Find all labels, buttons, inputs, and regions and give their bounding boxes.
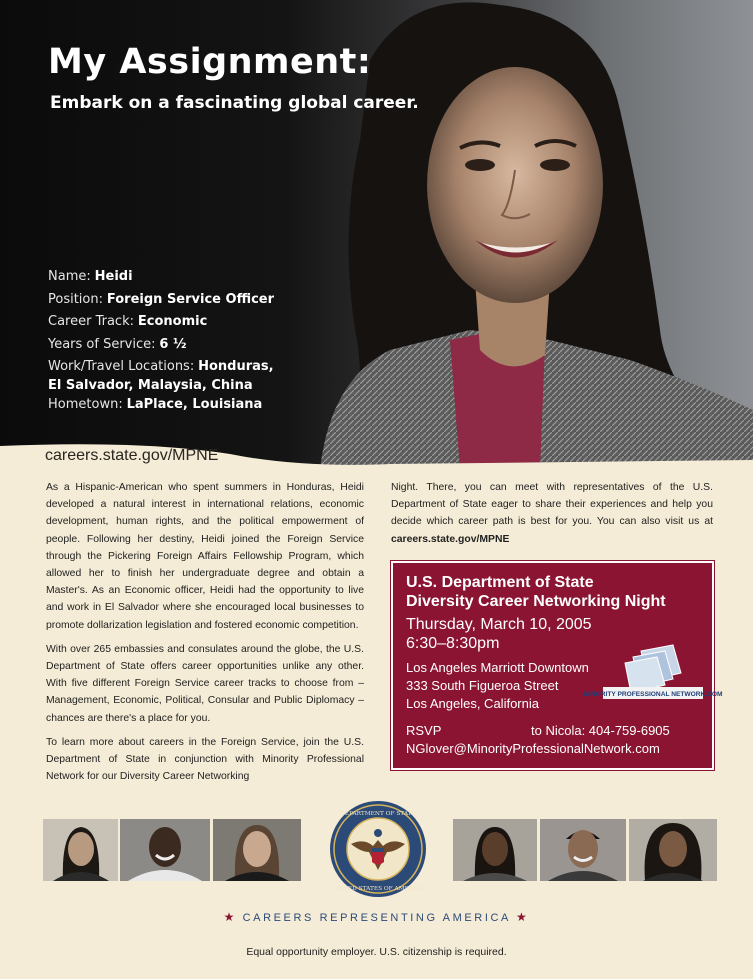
staff-photo <box>120 819 210 881</box>
svg-text:UNITED STATES OF AMERICA: UNITED STATES OF AMERICA <box>331 886 425 892</box>
body-paragraph: As a Hispanic-American who spent summers in Honduras, Heidi developed a natural interest in international relations, economic development, human rights, and the political empowerment of people. Following her destiny, Heidi joined the Foreign Service through the Pickering Foreign Affairs Fellowship Program, which allowed her to finish her undergraduate degree and obtain a Master's. As an Economic officer, Heidi had the opportunity to live and work in El Salvador where she encouraged local businesses to promote dollarization legislation and fostered economic competition. <box>46 482 364 631</box>
event-venue: Los Angeles Marriott Downtown <box>406 660 589 675</box>
staff-photo <box>213 819 301 881</box>
profile-career-track: Career Track: Economic <box>48 314 208 329</box>
photo-row-right <box>453 819 717 881</box>
staff-photo <box>43 819 118 881</box>
staff-photo <box>540 819 626 881</box>
profile-years: Years of Service: 6 ½ <box>48 336 187 352</box>
body-paragraph: With over 265 embassies and consulates around the globe, the U.S. Department of State offers career opportunities unlike any other. With five different Foreign Service career tracks to choose from – Management, Economic, Political, Consular and Public Diplomacy – chances are there's a place for you. <box>46 643 364 724</box>
profile-position: Position: Foreign Service Officer <box>48 291 274 307</box>
profile-locations: Work/Travel Locations: Honduras, El Salvador, Malaysia, China <box>48 359 274 393</box>
subheadline: Embark on a fascinating global career. <box>50 93 419 113</box>
svg-text:MINORITY PROFESSIONAL NETWORK.: MINORITY PROFESSIONAL NETWORK.COM <box>583 691 723 698</box>
event-date: Thursday, March 10, 2005 <box>406 616 592 633</box>
department-of-state-seal <box>329 800 427 898</box>
careers-url[interactable]: careers.state.gov/MPNE <box>45 447 219 464</box>
event-org: U.S. Department of State <box>406 574 594 591</box>
star-icon: ★ <box>516 910 530 924</box>
event-title: Diversity Career Networking Night <box>406 593 666 610</box>
tagline: ★ CAREERS REPRESENTING AMERICA ★ <box>223 910 530 924</box>
event-rsvp <box>406 722 699 740</box>
photo-row-left <box>43 819 303 881</box>
profile-details <box>48 265 308 415</box>
body-paragraph: Night. There, you can meet with representatives of the U.S. Department of State eager to share their experiences and help you decide which career path is best for you. You can also visit us at careers.state.gov/MPNE <box>391 482 713 545</box>
body-column-right <box>391 479 713 555</box>
profile-name: Name: Heidi <box>48 269 133 284</box>
hero-banner <box>0 0 753 470</box>
rsvp-contact: to Nicola: 404-759-6905 <box>531 723 670 738</box>
headline: My Assignment: <box>48 42 372 82</box>
event-street: 333 South Figueroa Street <box>406 678 559 693</box>
rsvp-label: RSVP <box>406 723 442 738</box>
footer-disclaimer: Equal opportunity employer. U.S. citizenship is required. <box>246 946 507 958</box>
staff-photo <box>629 819 717 881</box>
rsvp-email[interactable]: NGlover@MinorityProfessionalNetwork.com <box>406 741 660 756</box>
body-column-left <box>46 479 364 792</box>
staff-photo <box>453 819 537 881</box>
minority-professional-network-logo <box>583 643 723 711</box>
careers-link[interactable]: careers.state.gov/MPNE <box>391 533 510 545</box>
event-time: 6:30–8:30pm <box>406 635 500 652</box>
profile-hometown: Hometown: LaPlace, Louisiana <box>48 396 263 412</box>
svg-text:DEPARTMENT OF STATE: DEPARTMENT OF STATE <box>340 811 416 817</box>
star-icon: ★ <box>223 910 237 924</box>
body-paragraph: To learn more about careers in the Foreign Service, join the U.S. Department of State in conjunction with Minority Professional Network for our Diversity Career Networking <box>46 736 364 783</box>
event-city: Los Angeles, California <box>406 696 539 711</box>
